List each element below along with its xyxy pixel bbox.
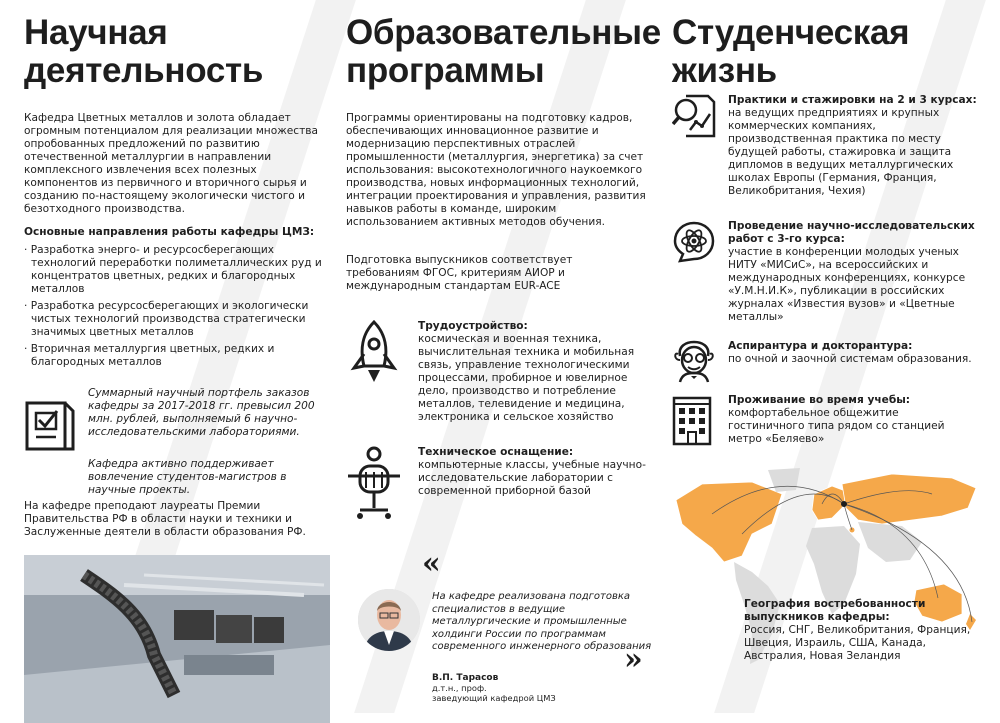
geography-heading: География востребованности выпускников кафедры: xyxy=(744,598,926,623)
quote-open-mark: « xyxy=(422,546,441,581)
portfolio-block xyxy=(24,387,324,497)
map-region-north-america xyxy=(676,482,782,562)
avatar xyxy=(358,589,420,651)
geography-block xyxy=(744,598,979,663)
practice-text: Практики и стажировки на 2 и 3 курсах: на ведущих предприятиях и крупных коммерческих компаниях, производственная практика по месту будущей работы, стажировка и защита дипломов в ведущих металлургических школах Европы (Германия, Франция, Великобритания, Чехия) xyxy=(728,94,977,197)
programs-intro: Программы ориентированы на подготовку кадров, обеспечивающих инновационное развитие и модернизацию перспективных отраслей промышленности (металлургия, энергетика) за счет использования: высокотехнологичного наукоемкого производства, новых информационных технологий, интеграции проектирования и управления, развития навыков работы в команде, широким использованием активных методов обучения. xyxy=(346,112,646,228)
author-name: В.П. Тарасов xyxy=(432,673,499,683)
geography-text: Россия, СНГ, Великобритания, Франция, Швеция, Израиль, США, Канада, Австралия, Новая Зеландия xyxy=(744,624,971,662)
checklist-document-icon xyxy=(24,397,76,453)
employment-text: Трудоустройство: космическая и военная техника, вычислительная техника и мобильная связь, управление технологическими процессами, пробирное и ювелирное дело, производство и потребление металлов, телевидение и медицина, электроника и сельское хозяйство xyxy=(418,320,635,423)
world-map xyxy=(672,464,982,704)
portfolio-text: Суммарный научный портфель заказов кафедры за 2017-2018 гг. превысил 200 млн. рублей, выполняемый 6 научно-исследовательскими лабораториями. xyxy=(88,387,315,438)
atom-chat-icon xyxy=(672,220,716,264)
equipment-text: Техническое оснащение: компьютерные классы, учебные научно-исследовательские лаборатории с современной приборной базой xyxy=(418,446,646,497)
research-intro: Кафедра Цветных металлов и золота обладает огромным потенциалом для реализации множества опробованных предложений по развитию отечественной металлургии в направлении комплексного извлечения всех полезных компонентов из первичного и вторичного сырья и созданию по-настоящему экологически чистого и безотходного производства. xyxy=(24,112,319,215)
students-text: Кафедра активно поддерживает вовлечение студентов-магистров в научные проекты. xyxy=(88,458,287,496)
direction-item: · Разработка энерго- и ресурсосберегающих технологий переработки полиметаллических руд и концентратов цветных, редких и благородных металлов xyxy=(24,244,322,295)
requirements-text: Подготовка выпускников соответствует требованиям ФГОС, критериям АИОР и международным стандартам EUR-ACE xyxy=(346,254,573,292)
column-programs xyxy=(346,13,661,703)
quote-author xyxy=(432,673,632,703)
author-role: заведующий кафедрой ЦМЗ xyxy=(432,693,556,703)
research-work-text: Проведение научно-исследовательских работ с 3-го курса: участие в конференции молодых ученых НИТУ «МИСиС», на всероссийских и международных конференциях, конкурсе «У.М.Н.И.К», публикации в российских журналах «Известия вузов» и «Цветные металлы» xyxy=(728,220,975,323)
directions-list xyxy=(24,244,324,373)
laureates-text: На кафедре преподают лауреаты Премии Правительства РФ в области науки и техники и Заслуженные деятели в области образования РФ. xyxy=(24,500,306,538)
programs-title: Образовательные программы xyxy=(346,13,661,90)
student-life-title: Студенческая жизнь xyxy=(672,13,910,90)
direction-item: · Вторичная металлургия цветных, редких и благородных металлов xyxy=(24,343,275,368)
office-chair-icon xyxy=(346,446,402,522)
author-degree: д.т.н., проф. xyxy=(432,683,487,693)
map-region-russia xyxy=(842,474,976,524)
professor-icon xyxy=(672,340,716,384)
dormitory-building-icon xyxy=(672,394,712,446)
grad-school-text: Аспирантура и докторантура: по очной и заочной системам образования. xyxy=(728,340,972,365)
rocket-icon xyxy=(346,320,402,384)
direction-item: · Разработка ресурсосберегающих и экологически чистых технологий производства стратегически значимых цветных металлов xyxy=(24,300,309,338)
directions-heading: Основные направления работы кафедры ЦМЗ: xyxy=(24,226,315,238)
housing-text: Проживание во время учебы: комфортабельное общежитие гостиничного типа рядом со станцией метро «Беляево» xyxy=(728,394,945,445)
magnifier-chart-icon xyxy=(672,94,716,138)
column-student-life xyxy=(672,13,977,662)
head-quote xyxy=(346,546,656,719)
quote-close-mark: » xyxy=(624,642,643,677)
lab-equipment-photo xyxy=(24,555,330,723)
column-research xyxy=(24,13,324,538)
quote-text: На кафедре реализована подготовка специалистов в ведущие металлургические и промышленные холдинги России по программам современного инженерного образования xyxy=(432,591,652,653)
research-title: Научная деятельность xyxy=(24,13,264,90)
